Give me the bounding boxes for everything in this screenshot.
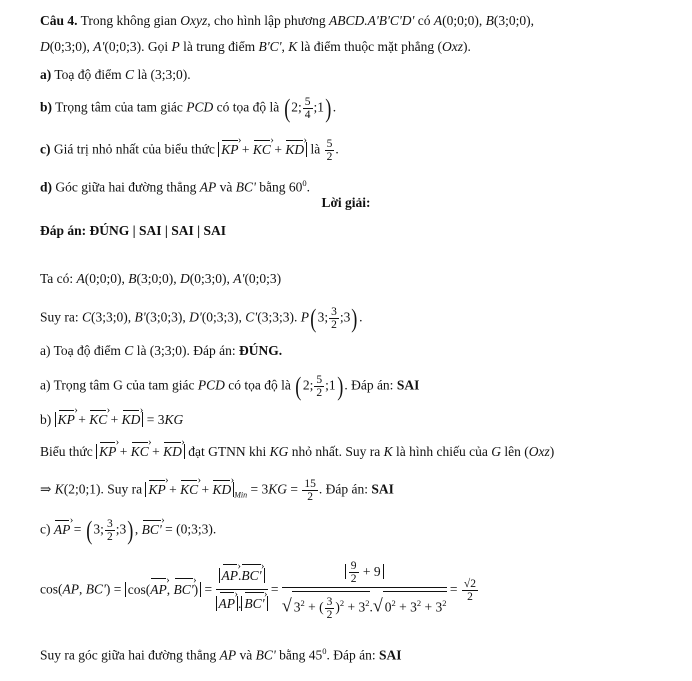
solution-given: Ta có: A(0;0;0), B(3;0;0), D(0;3;0), A'(0;0;3) bbox=[40, 271, 282, 286]
statement-d: d) Góc giữa hai đường thẳng AP và BC' bằng $60^0$. bbox=[40, 178, 311, 195]
statement-c: c) Giá trị nhỏ nhất của biểu thức KP › + KC › + KD › là $\frac{5}{2}$ . bbox=[40, 138, 339, 163]
solution-final: Suy ra góc giữa hai đường thẳng AP và BC' bằng $45^0$. Đáp án: SAI bbox=[40, 646, 402, 663]
statement-a: a) Toạ độ điểm C là (3;3;0). bbox=[40, 67, 191, 82]
problem-line-1: Câu 4. Trong không gian Oxyz, cho hình lập phương ABCD.A'B'C'D' có A(0;0;0), B(3;0;0), bbox=[40, 13, 535, 28]
solution-step-b4: ⇒ K(2;0;1). Suy ra KP › + KC › + KD › $_{Min}$ = 3KG = $\frac{15}{2}$ . Đáp án: SAI bbox=[40, 478, 394, 504]
problem-line-2: D(0;3;0), A'(0;0;3). Gọi P là trung điểm B'C', K là điểm thuộc mặt phẳng (Oxz). bbox=[40, 39, 471, 54]
solution-step-a: a) Toạ độ điểm C là (3;3;0). Đáp án: ĐÚNG. bbox=[40, 343, 283, 358]
problem-label: Câu 4. bbox=[40, 13, 78, 28]
solution-step-c: c) AP › = (3; $\frac{3}{2}$ ;3), BC' › = (0;3;3). bbox=[40, 518, 216, 543]
solution-deduce: Suy ra: C(3;3;0), B'(3;0;3), D'(0;3;3), C'(3;3;3). P(3; $\frac{3}{2}$ ;3). bbox=[40, 303, 363, 333]
solution-step-b2: b) KP › + KC › + KD › = 3KG bbox=[40, 411, 183, 429]
statement-b: b) Trọng tâm của tam giác PCD có tọa độ là (2; $\frac{5}{4}$ ;1). bbox=[40, 93, 337, 123]
answer-value: ĐÚNG | SAI | SAI | SAI bbox=[89, 223, 226, 238]
solution-heading: Lời giải: bbox=[321, 195, 371, 210]
solution-step-b3: Biểu thức KP › + KC › + KD › đạt GTNN khi KG nhỏ nhất. Suy ra K là hình chiếu của G lên (Oxz) bbox=[40, 443, 554, 461]
solution-step-b: a) Trọng tâm G của tam giác PCD có tọa độ là (2; $\frac{5}{2}$ ;1). Đáp án: SAI bbox=[40, 371, 420, 401]
answer-line: Đáp án: ĐÚNG | SAI | SAI | SAI bbox=[40, 223, 226, 238]
solution-cos-formula: cos(AP, BC') = cos(AP ›, BC' ›) = $\frac{AP ›.BC' ›}{AP › . BC'}$ › = $\frac{9}{2}$ + 9 √ $3^2$ + ( $\frac{3}{2}$ )$^2 + 3^2.√$ $0^2 + 3^2 + 3^2$ = $\frac{√2}{2}$ bbox=[40, 560, 479, 621]
